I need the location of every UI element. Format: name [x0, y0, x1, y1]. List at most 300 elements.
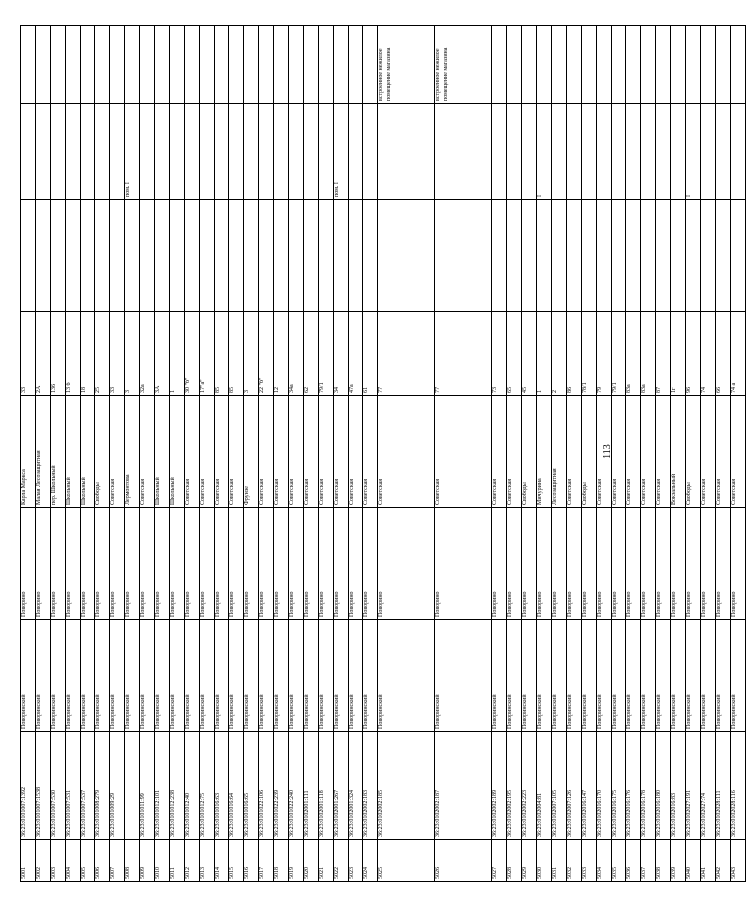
usage-description [95, 26, 110, 104]
table-row [318, 26, 333, 882]
district: Поворинский [685, 620, 700, 732]
house-number: 3 [244, 312, 259, 396]
table-row [50, 26, 65, 882]
usage-description [169, 26, 184, 104]
cadastral-number: 36:23:0101011:99 [140, 732, 155, 840]
row-number: 5041 [700, 840, 715, 882]
cadastral-number: 36:23:0101009:29 [110, 732, 125, 840]
street: Советская [507, 396, 522, 508]
row-number: 5010 [155, 840, 170, 882]
blank-cell [435, 200, 492, 312]
district: Поворинский [289, 620, 304, 732]
blank-cell [715, 200, 730, 312]
table-row [21, 26, 36, 882]
table-row [378, 26, 435, 882]
cadastral-number: 36:23:0101022:106 [259, 732, 274, 840]
row-number: 5033 [581, 840, 596, 882]
premises [289, 104, 304, 200]
house-number: 79/1 [611, 312, 626, 396]
premises [671, 104, 686, 200]
district: Поворинский [551, 620, 566, 732]
table-row [537, 26, 552, 882]
district: Поворинский [303, 620, 318, 732]
cadastral-number: 36:23:0102001:111 [303, 732, 318, 840]
table-row [214, 26, 229, 882]
house-number: 25 [95, 312, 110, 396]
premises [611, 104, 626, 200]
town: Поворино [656, 508, 671, 620]
row-number: 5036 [626, 840, 641, 882]
district: Поворинский [596, 620, 611, 732]
house-number: 79 [596, 312, 611, 396]
street: Советская [348, 396, 363, 508]
usage-description [303, 26, 318, 104]
district: Поворинский [537, 620, 552, 732]
premises [169, 104, 184, 200]
house-number: 78/1 [581, 312, 596, 396]
street: Мичурина [537, 396, 552, 508]
town: Поворино [303, 508, 318, 620]
house-number: 85 [214, 312, 229, 396]
district: Поворинский [184, 620, 199, 732]
cadastral-number: 36:23:0102002:189 [492, 732, 507, 840]
row-number: 5003 [50, 840, 65, 882]
district: Поворинский [21, 620, 36, 732]
cadastral-number: 36:23:0102016:178 [641, 732, 656, 840]
premises [715, 104, 730, 200]
table-row [641, 26, 656, 882]
street: Лесозащитная [551, 396, 566, 508]
house-number: 34 [333, 312, 348, 396]
row-number: 5011 [169, 840, 184, 882]
street: Советская [333, 396, 348, 508]
cadastral-number: 36:23:0102002:183 [363, 732, 378, 840]
usage-description [715, 26, 730, 104]
premises [656, 104, 671, 200]
blank-cell [184, 200, 199, 312]
town: Поворино [537, 508, 552, 620]
street: Свободы [522, 396, 537, 508]
district: Поворинский [199, 620, 214, 732]
usage-description [65, 26, 80, 104]
district: Поворинский [363, 620, 378, 732]
table-row [110, 26, 125, 882]
district: Поворинский [229, 620, 244, 732]
usage-description [641, 26, 656, 104]
table-row [333, 26, 348, 882]
table-row [581, 26, 596, 882]
district: Поворинский [522, 620, 537, 732]
cadastral-number: 36:23:0102016:147 [581, 732, 596, 840]
house-number: 79/1 [318, 312, 333, 396]
row-number: 5013 [199, 840, 214, 882]
row-number: 5006 [95, 840, 110, 882]
row-number: 5020 [303, 840, 318, 882]
district: Поворинский [715, 620, 730, 732]
district: Поворинский [378, 620, 435, 732]
district: Поворинский [214, 620, 229, 732]
premises [641, 104, 656, 200]
house-number: 62 [303, 312, 318, 396]
row-number: 5026 [435, 840, 492, 882]
blank-cell [199, 200, 214, 312]
town: Поворино [229, 508, 244, 620]
row-number: 5037 [641, 840, 656, 882]
row-number: 5035 [611, 840, 626, 882]
house-number: 3А [155, 312, 170, 396]
cadastral-number: 36:23:0102016:175 [611, 732, 626, 840]
district: Поворинский [125, 620, 140, 732]
row-number: 5029 [522, 840, 537, 882]
street: Свободы [685, 396, 700, 508]
premises [522, 104, 537, 200]
blank-cell [566, 200, 581, 312]
premises [199, 104, 214, 200]
blank-cell [671, 200, 686, 312]
premises [229, 104, 244, 200]
premises [214, 104, 229, 200]
district: Поворинский [95, 620, 110, 732]
street: Свободы [95, 396, 110, 508]
town: Поворино [492, 508, 507, 620]
table-row [289, 26, 304, 882]
usage-description [50, 26, 65, 104]
cadastral-number: 36:23:0101007:530 [50, 732, 65, 840]
cadastral-number: 36:23:0102027:74 [700, 732, 715, 840]
cadastral-number: 36:23:0101007:537 [80, 732, 95, 840]
town: Поворино [611, 508, 626, 620]
district: Поворинский [274, 620, 289, 732]
table-row [363, 26, 378, 882]
street: Вокзальный [671, 396, 686, 508]
house-number: 30 "б" [184, 312, 199, 396]
row-number: 5009 [140, 840, 155, 882]
cadastral-number: 36:23:0102016:176 [626, 732, 641, 840]
house-number: 12 [274, 312, 289, 396]
town: Поворино [378, 508, 435, 620]
house-number: 2А [35, 312, 50, 396]
table-row [199, 26, 214, 882]
usage-description [537, 26, 552, 104]
district: Поворинский [333, 620, 348, 732]
blank-cell [700, 200, 715, 312]
rotated-register [20, 26, 737, 882]
table-row [229, 26, 244, 882]
row-number: 5027 [492, 840, 507, 882]
row-number: 5042 [715, 840, 730, 882]
house-number: 33 [21, 312, 36, 396]
district: Поворинский [80, 620, 95, 732]
street: Советская [363, 396, 378, 508]
district: Поворинский [244, 620, 259, 732]
street: Советская [626, 396, 641, 508]
blank-cell [140, 200, 155, 312]
row-number: 5004 [65, 840, 80, 882]
premises [303, 104, 318, 200]
street: Советская [289, 396, 304, 508]
premises [155, 104, 170, 200]
house-number: 74 а [730, 312, 745, 396]
street: Советская [611, 396, 626, 508]
house-number: 45 [522, 312, 537, 396]
house-number: 33 [110, 312, 125, 396]
table-row [596, 26, 611, 882]
house-number: 13 б [65, 312, 80, 396]
usage-description [35, 26, 50, 104]
blank-cell [110, 200, 125, 312]
row-number: 5032 [566, 840, 581, 882]
town: Поворино [671, 508, 686, 620]
house-number: 83а [641, 312, 656, 396]
street: Советская [184, 396, 199, 508]
usage-description [507, 26, 522, 104]
row-number: 5012 [184, 840, 199, 882]
usage-description: встроенное нежилое помещение магазина [378, 26, 435, 104]
table-row [259, 26, 274, 882]
blank-cell [581, 200, 596, 312]
town: Поворино [348, 508, 363, 620]
cadastral-number: 36:23:0101007:531 [65, 732, 80, 840]
street: Советская [492, 396, 507, 508]
row-number: 5015 [229, 840, 244, 882]
row-number: 5005 [80, 840, 95, 882]
blank-cell [244, 200, 259, 312]
cadastral-number: 36:23:0102028:111 [715, 732, 730, 840]
usage-description [140, 26, 155, 104]
town: Поворино [80, 508, 95, 620]
district: Поворинский [492, 620, 507, 732]
street: Советская [715, 396, 730, 508]
street: Советская [700, 396, 715, 508]
cadastral-number: 36:23:0101016:63 [214, 732, 229, 840]
premises: I [537, 104, 552, 200]
house-number: 22 "б" [259, 312, 274, 396]
premises [435, 104, 492, 200]
street: Советская [214, 396, 229, 508]
premises [492, 104, 507, 200]
town: Поворино [333, 508, 348, 620]
blank-cell [274, 200, 289, 312]
table-row [125, 26, 140, 882]
town: Поворино [125, 508, 140, 620]
street: Советская [318, 396, 333, 508]
street: Лермонтова [125, 396, 140, 508]
house-number: 17"а" [199, 312, 214, 396]
town: Поворино [184, 508, 199, 620]
cadastral-number: 36:23:0102004:81 [537, 732, 552, 840]
house-number: 85 [229, 312, 244, 396]
town: Поворино [730, 508, 745, 620]
cadastral-number: 36:23:0101016:64 [229, 732, 244, 840]
usage-description [155, 26, 170, 104]
street: Школьный [155, 396, 170, 508]
table-row [35, 26, 50, 882]
blank-cell [303, 200, 318, 312]
row-number: 5040 [685, 840, 700, 882]
usage-description [581, 26, 596, 104]
district: Поворинский [259, 620, 274, 732]
town: Поворино [214, 508, 229, 620]
blank-cell [551, 200, 566, 312]
usage-description [21, 26, 36, 104]
cadastral-number: 36:23:0101022:239 [274, 732, 289, 840]
blank-cell [318, 200, 333, 312]
house-number: 77 [435, 312, 492, 396]
premises [626, 104, 641, 200]
cadastral-number: 36:23:0101008:279 [95, 732, 110, 840]
cadastral-number: 36:23:0102027:191 [685, 732, 700, 840]
cadastral-number: 36:23:0102007:126 [566, 732, 581, 840]
blank-cell [155, 200, 170, 312]
blank-cell [641, 200, 656, 312]
town: Поворино [566, 508, 581, 620]
row-number: 5028 [507, 840, 522, 882]
street: Советская [303, 396, 318, 508]
row-number: 5039 [671, 840, 686, 882]
cadastral-number: 36:23:0102016:83 [671, 732, 686, 840]
cadastral-number: 36:23:0101016:65 [244, 732, 259, 840]
usage-description [348, 26, 363, 104]
house-number: 1 [169, 312, 184, 396]
cadastral-number: 36:23:0101012:101 [155, 732, 170, 840]
premises [700, 104, 715, 200]
table-row [80, 26, 95, 882]
town: Поворино [21, 508, 36, 620]
blank-cell [348, 200, 363, 312]
blank-cell [289, 200, 304, 312]
cadastral-number: 36:23:0101012:40 [184, 732, 199, 840]
street: Советская [378, 396, 435, 508]
usage-description [333, 26, 348, 104]
town: Поворино [169, 508, 184, 620]
premises [566, 104, 581, 200]
street: Фрунзе [244, 396, 259, 508]
town: Поворино [363, 508, 378, 620]
district: Поворинский [169, 620, 184, 732]
cadastral-number: 36:23:0101012:75 [199, 732, 214, 840]
blank-cell [730, 200, 745, 312]
blank-cell [65, 200, 80, 312]
street: Свободы [581, 396, 596, 508]
street: Школьный [65, 396, 80, 508]
town: Поворино [435, 508, 492, 620]
row-number: 5001 [21, 840, 36, 882]
blank-cell [21, 200, 36, 312]
district: Поворинский [65, 620, 80, 732]
table-row [492, 26, 507, 882]
street: Советская [641, 396, 656, 508]
town: Поворино [155, 508, 170, 620]
table-row [65, 26, 80, 882]
table-row [611, 26, 626, 882]
usage-description [80, 26, 95, 104]
blank-cell [50, 200, 65, 312]
district: Поворинский [435, 620, 492, 732]
usage-description [199, 26, 214, 104]
house-number: 32а [140, 312, 155, 396]
table-row [507, 26, 522, 882]
row-number: 5014 [214, 840, 229, 882]
house-number: 73 [492, 312, 507, 396]
town: Поворино [199, 508, 214, 620]
table-row [184, 26, 199, 882]
blank-cell [259, 200, 274, 312]
street: Советская [229, 396, 244, 508]
premises [348, 104, 363, 200]
row-number: 5034 [596, 840, 611, 882]
town: Поворино [50, 508, 65, 620]
table-row [155, 26, 170, 882]
table-row [566, 26, 581, 882]
street: Советская [259, 396, 274, 508]
table-row [435, 26, 492, 882]
blank-cell [378, 200, 435, 312]
street: Карла Маркса [21, 396, 36, 508]
town: Поворино [140, 508, 155, 620]
district: Поворинский [35, 620, 50, 732]
house-number: 83а [626, 312, 641, 396]
table-row [274, 26, 289, 882]
cadastral-number: 36:23:0102007:105 [551, 732, 566, 840]
table-row [95, 26, 110, 882]
blank-cell [626, 200, 641, 312]
premises [140, 104, 155, 200]
house-number: 96 [685, 312, 700, 396]
house-number: 86 [566, 312, 581, 396]
blank-cell [95, 200, 110, 312]
town: Поворино [685, 508, 700, 620]
row-number: 5021 [318, 840, 333, 882]
street: Советская [140, 396, 155, 508]
house-number: 34а [289, 312, 304, 396]
district: Поворинский [671, 620, 686, 732]
blank-cell [125, 200, 140, 312]
street: Школьный [80, 396, 95, 508]
row-number: 5031 [551, 840, 566, 882]
cadastral-number: 36:23:0102002:187 [435, 732, 492, 840]
town: Поворино [65, 508, 80, 620]
cadastral-number: 36:23:0102001:118 [318, 732, 333, 840]
row-number: 5017 [259, 840, 274, 882]
usage-description [125, 26, 140, 104]
cadastral-number: 36:23:0102002:195 [507, 732, 522, 840]
usage-description [318, 26, 333, 104]
cadastral-number: 36:23:0102002:185 [378, 732, 435, 840]
house-number: 65 [507, 312, 522, 396]
street: Советская [566, 396, 581, 508]
row-number: 5008 [125, 840, 140, 882]
row-number: 5025 [378, 840, 435, 882]
blank-cell [80, 200, 95, 312]
district: Поворинский [641, 620, 656, 732]
blank-cell [492, 200, 507, 312]
street: Советская [274, 396, 289, 508]
district: Поворинский [656, 620, 671, 732]
premises [551, 104, 566, 200]
premises [274, 104, 289, 200]
premises: пом. I [333, 104, 348, 200]
town: Поворино [35, 508, 50, 620]
district: Поворинский [140, 620, 155, 732]
house-number: 2 [551, 312, 566, 396]
usage-description [289, 26, 304, 104]
usage-description [685, 26, 700, 104]
blank-cell [611, 200, 626, 312]
district: Поворинский [155, 620, 170, 732]
usage-description [214, 26, 229, 104]
cadastral-number: 36:23:0101007:1538 [35, 732, 50, 840]
table-row [140, 26, 155, 882]
